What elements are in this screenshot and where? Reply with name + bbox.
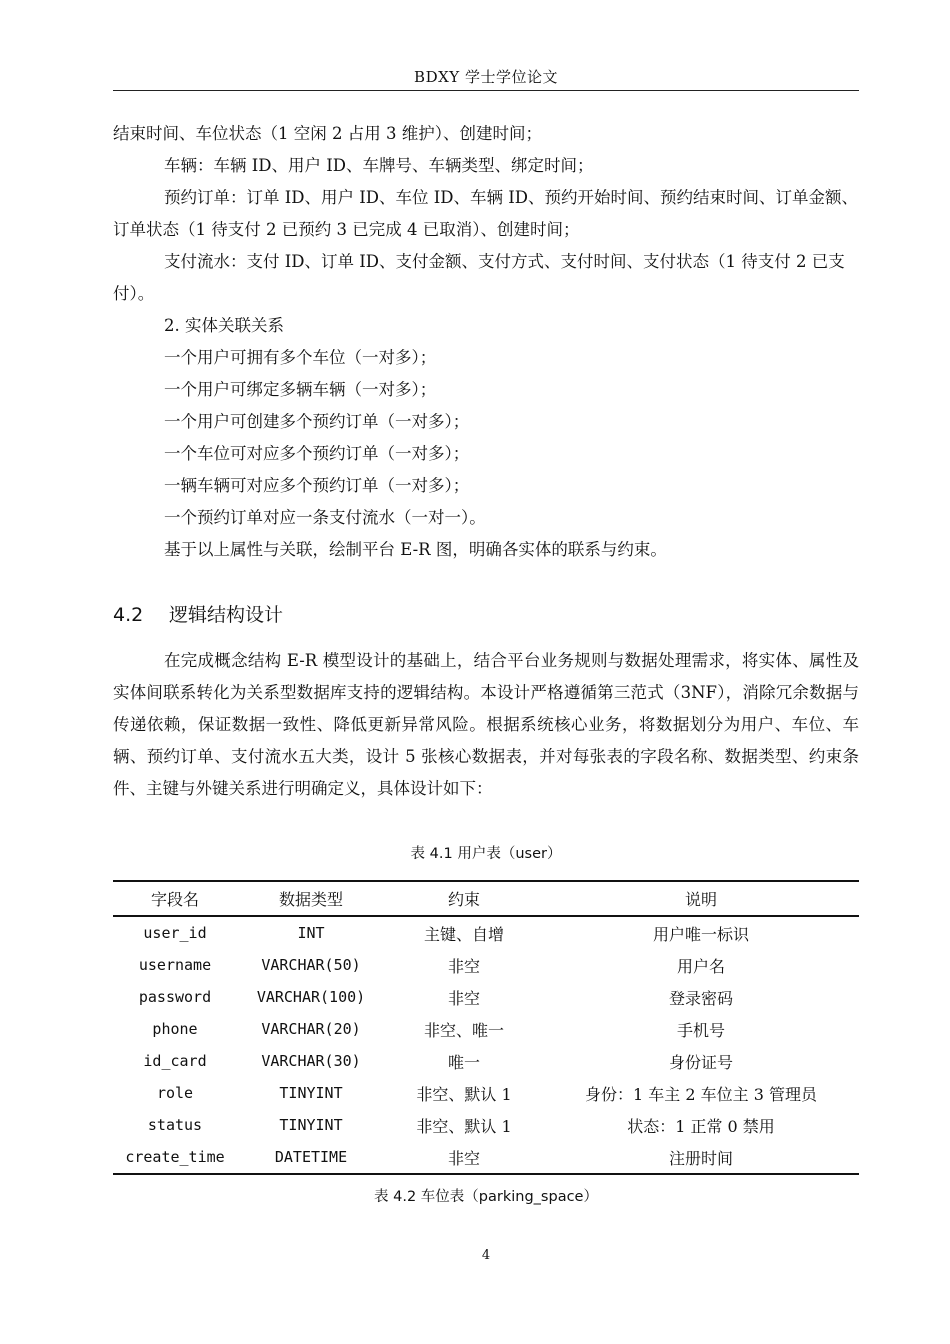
- cell-desc: 登录密码: [668, 988, 733, 1008]
- cell-type: TINYINT: [279, 1084, 343, 1102]
- cell-constraint: 唯一: [447, 1052, 480, 1072]
- cell-desc: 身份证号: [668, 1052, 733, 1072]
- cell-constraint: 主键、自增: [423, 924, 504, 944]
- user-table: [113, 880, 859, 1175]
- header-cell: 说明: [684, 890, 717, 909]
- table-row: [113, 981, 859, 1013]
- cell-constraint: 非空、默认 1: [416, 1116, 512, 1136]
- section-heading: [113, 600, 859, 627]
- paragraph-logic-design: 在完成概念结构 E-R 模型设计的基础上，结合平台业务规则与数据处理需求，将实体、属性及实体间联系转化为关系型数据库支持的逻辑结构。本设计严格遵循第三范式（3NF），消除冗余数据与传递依赖，保证数据一致性、降低更新异常风险。根据系统核心业务，将数据划分为用户、车位、车辆、预约订单、支付流水五大类，设计 5 张核心数据表，并对每张表的字段名称、数据类型、约束条件、主键与外键关系进行明确定义，具体设计如下：: [113, 651, 859, 798]
- list-item: 一个预约订单对应一条支付流水（一对一）。: [164, 508, 486, 527]
- cell-type: DATETIME: [274, 1148, 348, 1166]
- cell-constraint: 非空: [447, 1148, 480, 1168]
- list-item: 一辆车辆可对应多个预约订单（一对多）；: [164, 476, 470, 495]
- header-cell: 字段名: [150, 890, 199, 909]
- cell-constraint: 非空、默认 1: [416, 1084, 512, 1104]
- table-row: [113, 1109, 859, 1141]
- cell-field: id_card: [143, 1052, 207, 1070]
- paragraph-continuation: 结束时间、车位状态（1 空闲 2 占用 3 维护）、创建时间；: [113, 124, 542, 143]
- cell-field: user_id: [143, 924, 207, 942]
- cell-type: INT: [297, 924, 325, 942]
- paragraph-order: 预约订单：订单 ID、用户 ID、车位 ID、车辆 ID、预约开始时间、预约结束时间、订单金额、订单状态（1 待支付 2 已预约 3 已完成 4 已取消）、创建时间；: [113, 188, 858, 239]
- cell-desc: 用户唯一标识: [652, 924, 749, 944]
- cell-field: status: [147, 1116, 203, 1134]
- header-cell: 数据类型: [278, 890, 343, 909]
- table-row: [113, 1077, 859, 1109]
- cell-desc: 身份：1 车主 2 车位主 3 管理员: [585, 1084, 817, 1104]
- cell-field: phone: [152, 1020, 198, 1038]
- table-row: [113, 1045, 859, 1077]
- cell-desc: 用户名: [676, 956, 725, 976]
- table-row: [113, 1013, 859, 1045]
- paragraph-payment: 支付流水：支付 ID、订单 ID、支付金额、支付方式、支付时间、支付状态（1 待支付 2 已支付）。: [113, 252, 845, 303]
- cell-field: role: [156, 1084, 194, 1102]
- list-item: 一个用户可拥有多个车位（一对多）；: [164, 348, 437, 367]
- header-cell: 约束: [447, 890, 480, 909]
- table-caption: 表 4.1 用户表（user）: [410, 846, 562, 862]
- page-number: 4: [481, 1248, 491, 1263]
- header-rule: [113, 90, 859, 91]
- section-number: 4.2: [113, 604, 144, 626]
- table-row: [113, 949, 859, 981]
- cell-field: username: [138, 956, 212, 974]
- list-item: 一个用户可绑定多辆车辆（一对多）；: [164, 380, 437, 399]
- cell-desc: 手机号: [676, 1020, 725, 1040]
- paragraph-vehicle: 车辆：车辆 ID、用户 ID、车牌号、车辆类型、绑定时间；: [164, 156, 594, 175]
- list-item: 一个用户可创建多个预约订单（一对多）；: [164, 412, 470, 431]
- cell-type: VARCHAR(30): [261, 1052, 361, 1070]
- running-header: BDXY 学士学位论文: [414, 68, 558, 86]
- cell-field: create_time: [125, 1148, 225, 1166]
- cell-type: TINYINT: [279, 1116, 343, 1134]
- table-header-row: [113, 881, 859, 916]
- cell-constraint: 非空: [447, 956, 480, 976]
- subheading-relations: 2. 实体关联关系: [164, 316, 284, 335]
- cell-desc: 注册时间: [668, 1148, 733, 1168]
- list-item: 一个车位可对应多个预约订单（一对多）；: [164, 444, 470, 463]
- table-caption: 表 4.2 车位表（parking_space）: [374, 1189, 598, 1205]
- cell-type: VARCHAR(100): [256, 988, 366, 1006]
- cell-constraint: 非空: [447, 988, 480, 1008]
- cell-constraint: 非空、唯一: [423, 1020, 504, 1040]
- relations-list: [113, 342, 859, 534]
- table-row: [113, 1141, 859, 1174]
- section-body: [113, 118, 859, 566]
- table-row: [113, 916, 859, 949]
- cell-type: VARCHAR(20): [261, 1020, 361, 1038]
- cell-desc: 状态：1 正常 0 禁用: [627, 1116, 775, 1136]
- cell-field: password: [138, 988, 212, 1006]
- cell-type: VARCHAR(50): [261, 956, 361, 974]
- section-title: 逻辑结构设计: [169, 604, 284, 626]
- paragraph-summary: 基于以上属性与关联，绘制平台 E-R 图，明确各实体的联系与约束。: [164, 540, 667, 559]
